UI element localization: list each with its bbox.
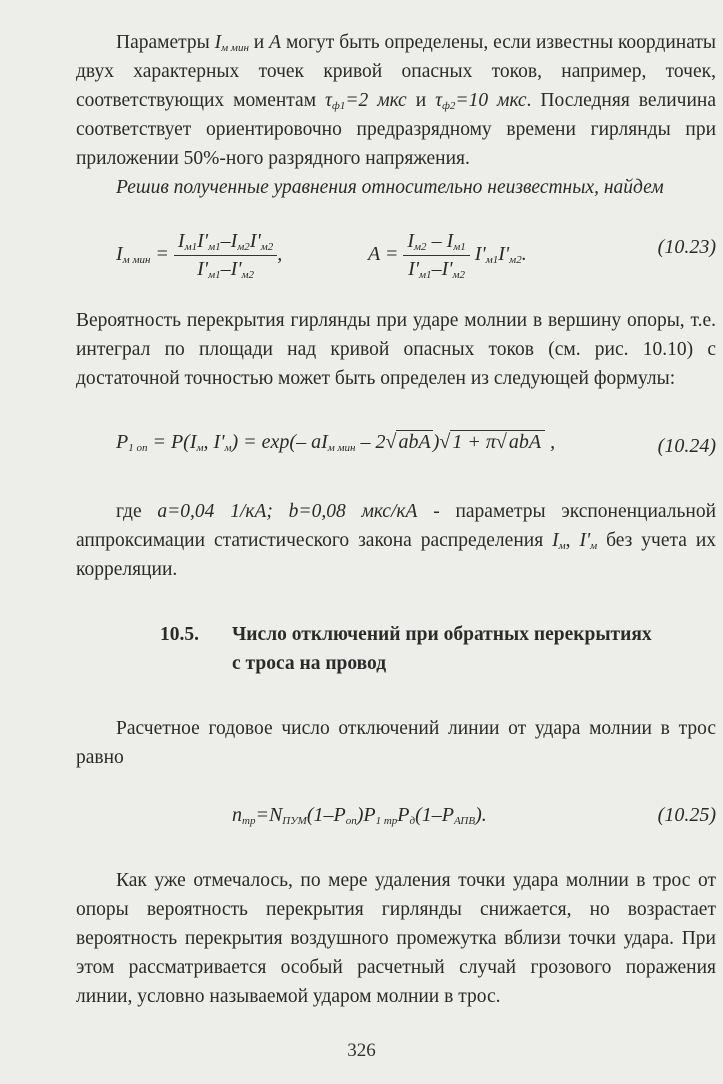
paragraph-where: где a=0,04 1/кА; b=0,08 мкс/кА - параметры экспоненциальной аппроксимации статистического закона распределения $I_м$, $I'_м$ без учета их корреляции. (76, 501, 717, 580)
var-i-m-min: I (214, 32, 222, 53)
equation-number-10-24: (10.24) (657, 435, 716, 457)
fraction-a: $\frac{I_{м2} - I_{м1}}{I'_{м1}-I'_{м2}}$ (403, 230, 469, 281)
page-number: 326 (347, 1040, 376, 1061)
section-number: 10.5. (160, 624, 199, 645)
formula-10-23: $I_{м мин}$ = $\frac{I_{м1}I'_{м1}-I_{м2}I'_{м2}}{I'_{м1}-I'_{м2}}$ , A = $\frac{I_{м2} - I_{м1}}{I'_{м1}-I'_{м2}}$ $I'_{м1}I'_{м2}$. (10.23) (116, 230, 716, 281)
section-heading (76, 620, 716, 692)
fraction-i-m-min: $\frac{I_{м1}I'_{м1}-I_{м2}I'_{м2}}{I'_{м1}-I'_{м2}}$ (174, 230, 277, 281)
page-content (76, 28, 716, 1011)
formula-10-25: $n_{тр}=N_{ПУМ}(1-P_{оп})P_{1 тр}P_д(1-P_{АПВ})$. (10.25) (232, 804, 716, 827)
paragraph-annual-count: Расчетное годовое число отключений линии от удара молнии в трос равно (76, 718, 716, 768)
paragraph-probability: Вероятность перекрытия гирлянды при ударе молнии в вершину опоры, т.е. интеграл по площади над кривой опасных токов (см. рис. 10.10) с достаточной точностью может быть определен из следующей формулы: (76, 310, 716, 389)
paragraph-as-noted: Как уже отмечалось, по мере удаления точки удара молнии в трос от опоры вероятность перекрытия гирлянды снижается, но возрастает вероятность перекрытия воздушного промежутка вблизи точки удара. При этом рассматривается особый расчетный случай грозового поражения линии, условно называемой ударом молнии в трос. (76, 870, 716, 1007)
equation-number-10-23: (10.23) (657, 236, 716, 258)
paragraph-solving: Решив полученные уравнения относительно неизвестных, найдем (116, 177, 664, 198)
section-title: Число отключений при обратных перекрытиях с троса на провод (232, 624, 652, 674)
var-a: A (269, 32, 282, 53)
formula-10-24: $P_{1 оп} = P(I_м$, $I'_м) = \exp(-$ $aI_{м мин} - 2√$ abA )√ 1 + π√ abA , (10.24) (116, 431, 716, 457)
paragraph-parameters: Параметры $I_{м мин}$ и A могут быть определены, если известны координаты двух характерных точек кривой опасных токов, например, точек, соответствующих моментам $\tau_{ф1}=2$ мкс и $\tau_{ф2}=10$ мкс. Последняя величина соответствует ориентировочно предразрядному времени гирлянды при приложении 50%-ного разрядного напряжения. (76, 32, 717, 169)
equation-number-10-25: (10.25) (657, 804, 716, 826)
